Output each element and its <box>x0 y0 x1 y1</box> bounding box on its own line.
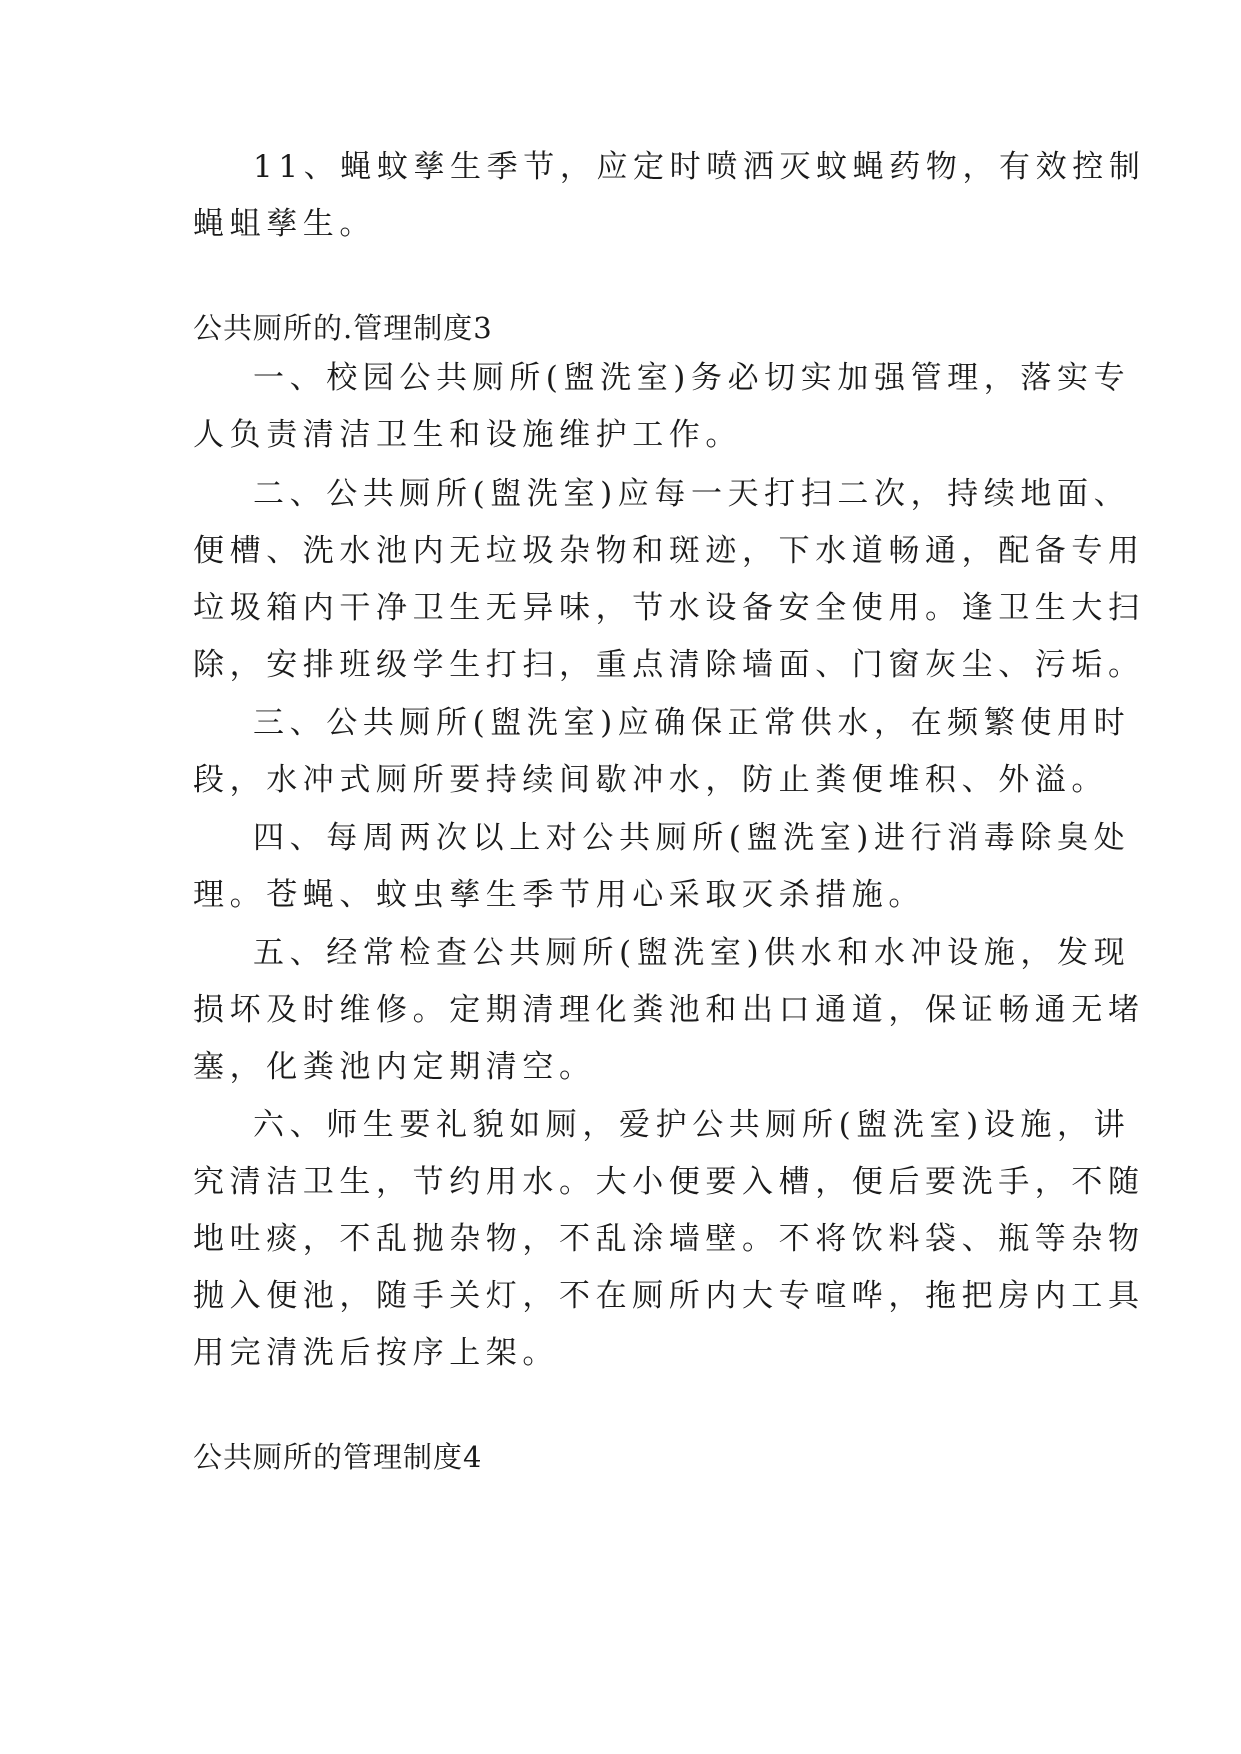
section-3-line-16: 地吐痰，不乱抛杂物，不乱涂墙壁。不将饮料袋、瓶等杂物 <box>193 1221 1145 1257</box>
section-3-line-14: 六、师生要礼貌如厕，爱护公共厕所(盥洗室)设施，讲 <box>253 1107 1131 1143</box>
section-4-heading: 公共厕所的管理制度4 <box>193 1440 483 1474</box>
section-3-line-6: 除，安排班级学生打扫，重点清除墙面、门窗灰尘、污垢。 <box>193 647 1145 683</box>
paragraph-11-line-2: 蝇蛆孳生。 <box>193 206 376 242</box>
section-3-line-11: 五、经常检查公共厕所(盥洗室)供水和水冲设施，发现 <box>253 935 1131 971</box>
section-3-line-18: 用完清洗后按序上架。 <box>193 1335 559 1371</box>
paragraph-11-line-1: 11、蝇蚊孳生季节，应定时喷洒灭蚊蝇药物，有效控制 <box>253 149 1146 185</box>
section-3-line-8: 段，水冲式厕所要持续间歇冲水，防止粪便堆积、外溢。 <box>193 762 1108 798</box>
section-3-line-13: 塞，化粪池内定期清空。 <box>193 1049 596 1085</box>
section-3-line-10: 理。苍蝇、蚊虫孳生季节用心采取灭杀措施。 <box>193 877 925 913</box>
section-3-line-4: 便槽、洗水池内无垃圾杂物和斑迹，下水道畅通，配备专用 <box>193 533 1145 569</box>
section-3-line-2: 人负责清洁卫生和设施维护工作。 <box>193 417 742 453</box>
section-3-line-3: 二、公共厕所(盥洗室)应每一天打扫二次，持续地面、 <box>253 476 1131 512</box>
section-3-line-1: 一、校园公共厕所(盥洗室)务必切实加强管理，落实专 <box>253 360 1131 396</box>
section-3-line-9: 四、每周两次以上对公共厕所(盥洗室)进行消毒除臭处 <box>253 820 1131 856</box>
section-3-line-15: 究清洁卫生，节约用水。大小便要入槽，便后要洗手，不随 <box>193 1164 1145 1200</box>
section-3-line-17: 抛入便池，随手关灯，不在厕所内大专喧哗，拖把房内工具 <box>193 1278 1145 1314</box>
section-3-line-12: 损坏及时维修。定期清理化粪池和出口通道，保证畅通无堵 <box>193 992 1145 1028</box>
section-3-heading: 公共厕所的.管理制度3 <box>193 311 493 345</box>
section-3-line-5: 垃圾箱内干净卫生无异味，节水设备安全使用。逢卫生大扫 <box>193 590 1145 626</box>
section-3-line-7: 三、公共厕所(盥洗室)应确保正常供水，在频繁使用时 <box>253 705 1131 741</box>
